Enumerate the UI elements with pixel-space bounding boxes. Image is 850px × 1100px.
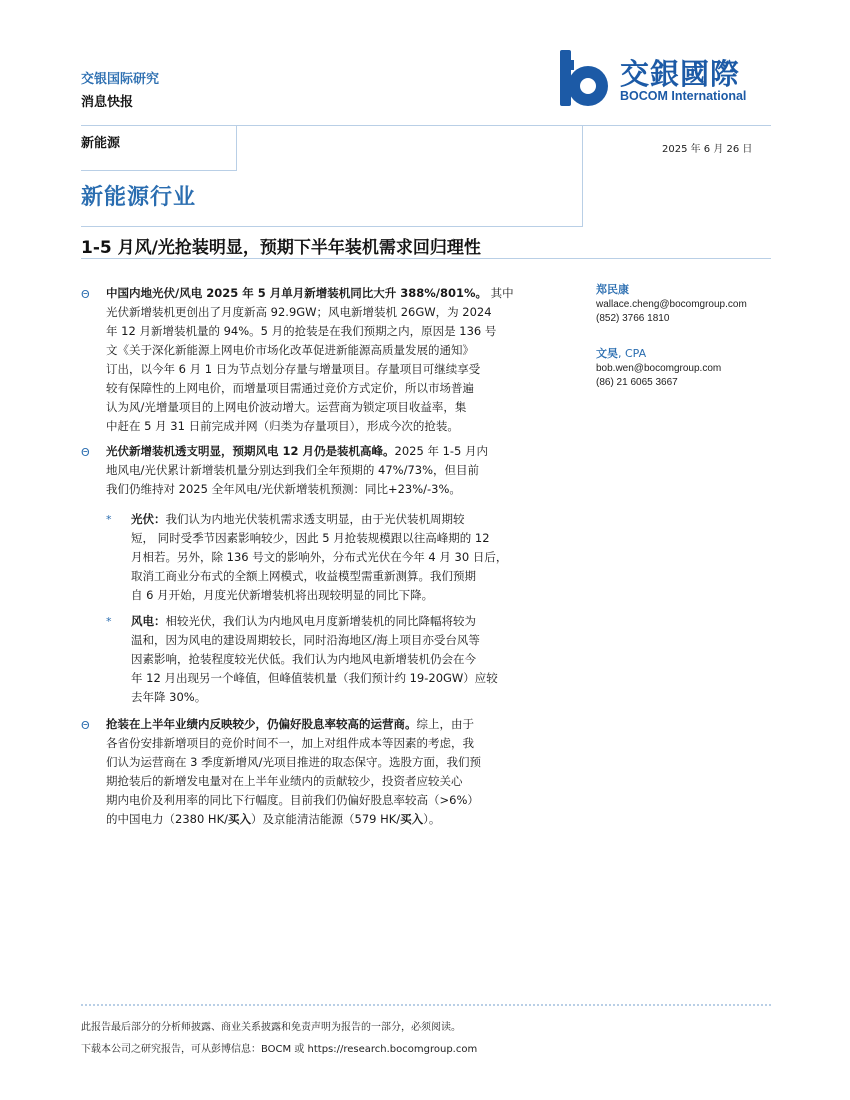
text-line: 文《关于深化新能源上网电价市场化改革促进新能源高质量发展的通知》 — [106, 343, 474, 357]
paragraph-overdraft — [106, 442, 574, 499]
text-line: 们认为运营商在 3 季度新增风/光项目推进的取态保守。选股方面，我们预 — [106, 755, 481, 769]
text-line: 短， 同时受季节因素影响较少，因此 5 月抢装规模跟以往高峰期的 12 — [131, 531, 490, 545]
text-line: 各省份安排新增项目的竞价时间不一，加上对组件成本等因素的考虑，我 — [106, 736, 474, 750]
analyst-email[interactable]: wallace.cheng@bocomgroup.com — [596, 299, 747, 310]
footer-rule — [81, 1004, 771, 1006]
analyst-name-text: 文昊 — [596, 347, 618, 360]
report-date: 2025 年 6 月 26 日 — [662, 144, 753, 155]
text-line: 因素影响，抢装程度较光伏低。我们认为内地风电新增装机仍会在今 — [131, 652, 476, 666]
text-line: 自 6 月开始，月度光伏新增装机将出现较明显的同比下降。 — [131, 588, 434, 602]
text-line: 2025 年 1-5 月内 — [394, 444, 489, 458]
subpoint-solar — [131, 510, 574, 605]
brand-name: 交银国际研究 — [81, 72, 160, 87]
paragraph-lead: 光伏新增装机透支明显，预期风电 12 月仍是装机高峰。 — [106, 444, 395, 458]
analyst-name — [596, 345, 721, 361]
stock-text: ）。 — [423, 812, 441, 826]
divider — [81, 226, 583, 227]
text-line: 相较光伏，我们认为内地风电月度新增装机的同比降幅将较为 — [165, 614, 476, 628]
subpoint-wind — [131, 612, 574, 707]
subpoint-lead: 风电： — [131, 614, 166, 628]
subpoint-lead: 光伏： — [131, 512, 166, 526]
text-line: 我们认为内地光伏装机需求透支明显，由于光伏装机周期较 — [165, 512, 465, 526]
bullet-icon: Θ — [81, 446, 90, 459]
divider — [582, 125, 583, 227]
sub-bullet-icon: * — [106, 513, 112, 526]
text-line: 综上，由于 — [416, 717, 474, 731]
analyst-block — [596, 281, 747, 324]
stock-text: ）及京能清洁能源（579 HK/ — [251, 812, 401, 826]
sector-tag: 新能源 — [81, 136, 121, 151]
paragraph-installations — [106, 284, 574, 436]
rating-buy: 买入 — [228, 812, 251, 826]
paragraph-lead: 抢装在上半年业绩内反映较少，仍偏好股息率较高的运营商。 — [106, 717, 417, 731]
text-line: 年 12 月新增装机量的 94%。5 月的抢装是在我们预期之内，原因是 136 号 — [106, 324, 497, 338]
analyst-email[interactable]: bob.wen@bocomgroup.com — [596, 363, 722, 374]
divider — [236, 125, 237, 171]
paragraph-operators — [106, 715, 574, 829]
divider — [81, 170, 237, 171]
text-line: 其中 — [490, 286, 514, 300]
analyst-phone: (852) 3766 1810 — [596, 313, 670, 324]
report-type: 消息快报 — [81, 95, 134, 110]
analyst-credential: , CPA — [618, 347, 647, 360]
text-line: 月相若。另外，除 136 号文的影响外，分布式光伏在今年 4 月 30 日后， — [131, 550, 508, 564]
text-line: 取消工商业分布式的全额上网模式，收益模型需重新测算。我们预期 — [131, 569, 476, 583]
download-note[interactable]: 下载本公司之研究报告，可从彭博信息：BOCM 或 https://research.bocomgroup.com — [81, 1044, 478, 1055]
bullet-icon: Θ — [81, 719, 90, 732]
text-line: 我们仍维持对 2025 全年风电/光伏新增装机预测：同比+23%/-3%。 — [106, 482, 461, 496]
text-line: 期抢装后的新增发电量对在上半年业绩内的贡献较少，投资者应较关心 — [106, 774, 463, 788]
analyst-phone: (86) 21 6065 3667 — [596, 377, 678, 388]
logo-text-en: BOCOM International — [620, 89, 747, 103]
text-line: 订出，以今年 6 月 1 日为节点划分存量与增量项目。存量项目可继续享受 — [106, 362, 481, 376]
text-line: 中赶在 5 月 31 日前完成并网（归类为存量项目），形成今次的抢装。 — [106, 419, 459, 433]
rating-buy: 买入 — [400, 812, 424, 826]
text-line: 光伏新增装机更创出了月度新高 92.9GW；风电新增装机 26GW，为 2024 — [106, 305, 492, 319]
analyst-name: 郑民康 — [596, 283, 629, 296]
header-rule — [81, 125, 771, 126]
analyst-block — [596, 345, 721, 388]
disclaimer: 此报告最后部分的分析师披露、商业关系披露和免责声明为报告的一部分，必须阅读。 — [81, 1022, 461, 1033]
divider — [81, 258, 771, 259]
industry-title: 新能源行业 — [81, 185, 197, 210]
text-line — [106, 810, 574, 829]
stock-text: 的中国电力（2380 HK/ — [106, 812, 228, 826]
text-line: 温和，因为风电的建设周期较长，同时沿海地区/海上项目亦受台风等 — [131, 633, 480, 647]
page-title: 1-5 月风/光抢装明显，预期下半年装机需求回归理性 — [81, 238, 481, 258]
text-line: 认为风/光增量项目的上网电价波动增大。运营商为锁定项目收益率，集 — [106, 400, 467, 414]
paragraph-lead: 中国内地光伏/风电 2025 年 5 月单月新增装机同比大升 388%/801%。 — [106, 286, 487, 300]
text-line: 去年降 30%。 — [131, 690, 207, 704]
sub-bullet-icon: * — [106, 615, 112, 628]
text-line: 地风电/光伏累计新增装机量分别达到我们全年预期的 47%/73%，但目前 — [106, 463, 480, 477]
text-line: 期内电价及利用率的同比下行幅度。目前我们仍偏好股息率较高（>6%） — [106, 793, 479, 807]
logo-text-cn: 交銀國際 — [620, 57, 741, 91]
text-line: 较有保障性的上网电价，而增量项目需通过竞价方式定价，所以市场普遍 — [106, 381, 474, 395]
bullet-icon: Θ — [81, 288, 90, 301]
text-line: 年 12 月出现另一个峰值，但峰值装机量（我们预计约 19-20GW）应较 — [131, 671, 498, 685]
